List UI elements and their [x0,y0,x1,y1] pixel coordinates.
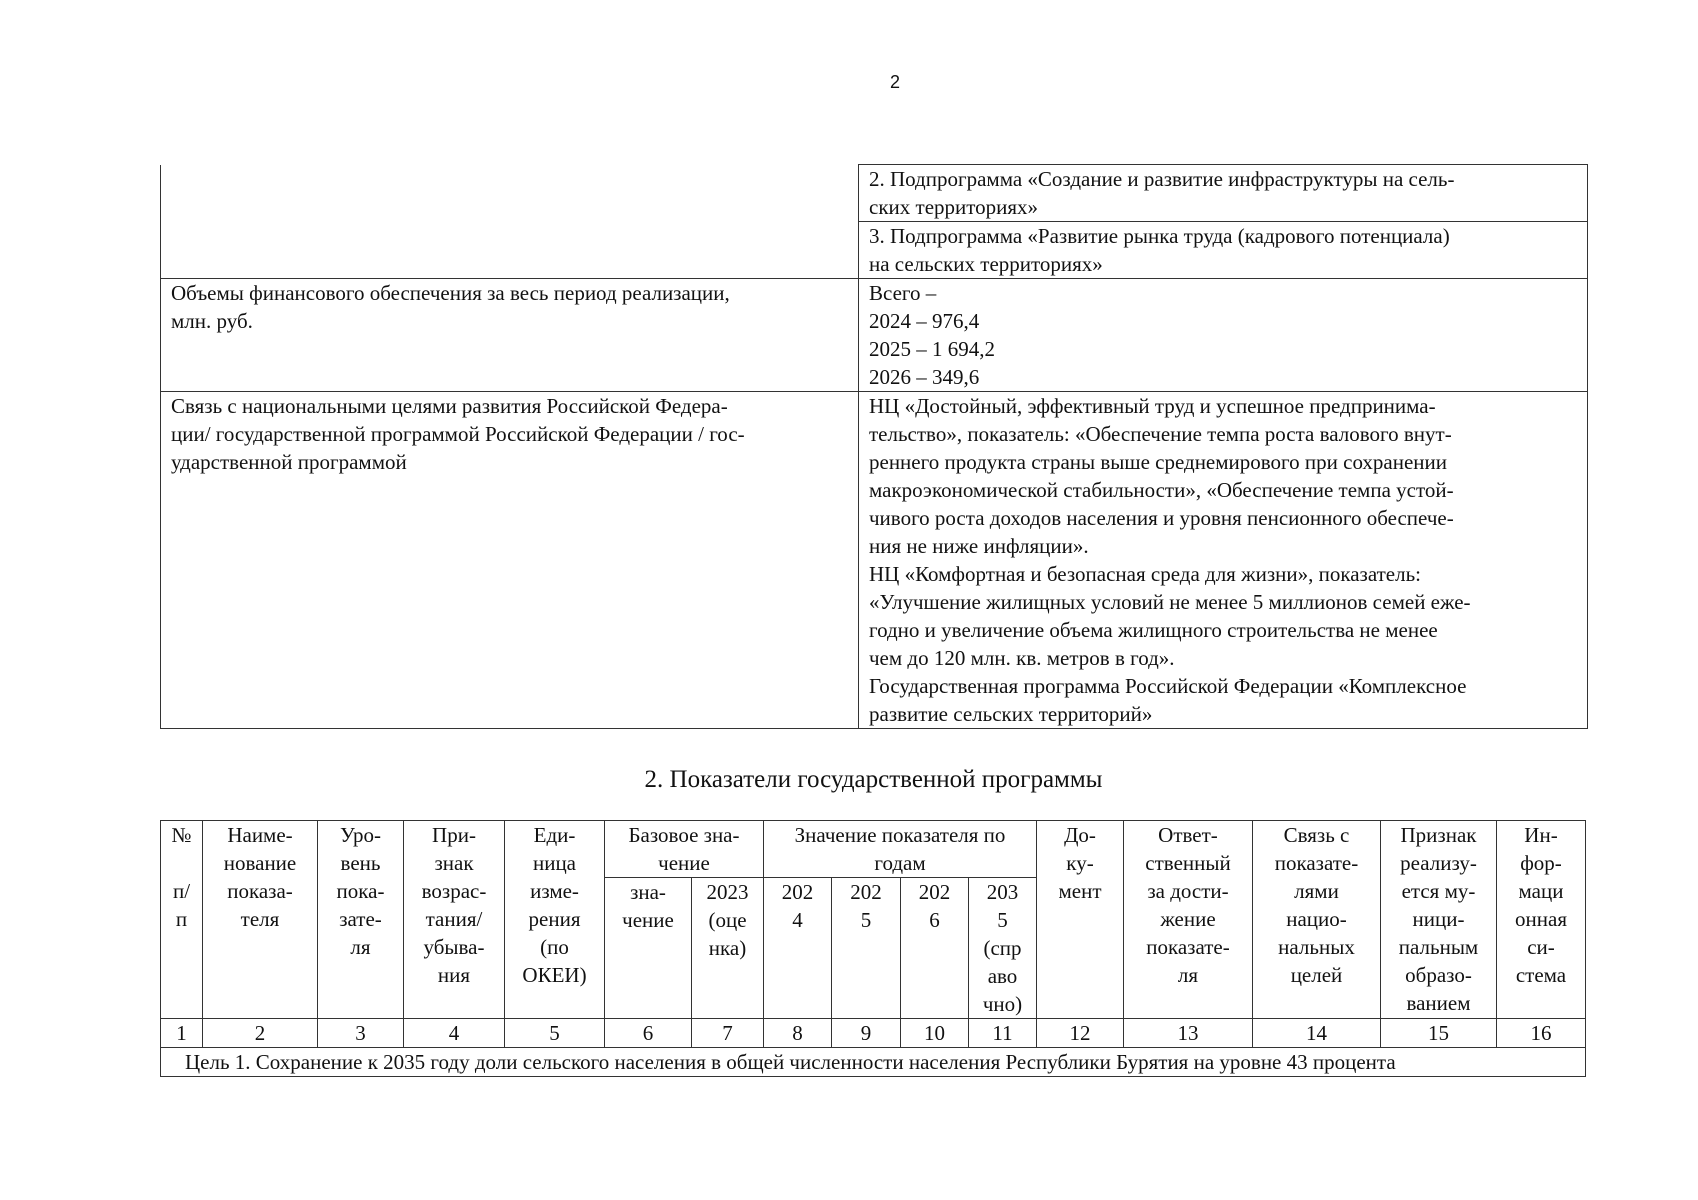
text-line: Базовое зна- [628,823,740,847]
col-header-2035 [969,878,1037,1019]
text-line: Объемы финансового обеспечения за весь период реализации, [171,281,730,305]
text-line: онная [1515,907,1567,931]
text-line: При- [432,823,476,847]
col-header-2025 [832,878,901,1019]
goal-row [161,1048,1586,1077]
text-line: Признак [1400,823,1477,847]
column-number: 16 [1497,1019,1586,1048]
text-line: вень [340,851,381,875]
text-line: нацио- [1286,907,1347,931]
column-number: 2 [203,1019,318,1048]
text-line: 6 [929,908,940,932]
text-line: 2023 [706,880,749,904]
text-line: целей [1290,963,1343,987]
header-row-1 [161,821,1586,878]
passport-empty-cell [161,222,859,279]
text-line: 202 [781,880,814,904]
text-line: (оце [708,908,747,932]
finance-label-cell [161,279,859,392]
column-number: 11 [969,1019,1037,1048]
text-line: Связь с национальными целями развития Российской Федера- [171,394,728,418]
text-line: ния [437,963,471,987]
column-number: 9 [832,1019,901,1048]
text-line: ку- [1066,851,1094,875]
col-header-unit [505,821,605,1019]
program-passport-table [160,164,1588,729]
goal-1-text: Цель 1. Сохранение к 2035 году доли сельского населения в общей численности населения Республики Бурятия на уровне 43 процента [161,1048,1586,1077]
text-line: Наиме- [227,823,293,847]
text-line: Связь с [1283,823,1350,847]
text-line: нальных [1278,935,1355,959]
text-line: ля [1177,963,1199,987]
text-line: 3. Подпрограмма «Развитие рынка труда (кадрового потенциала) [869,224,1450,248]
text-line: аво [987,964,1018,988]
column-number: 5 [505,1019,605,1048]
text-line: Ответ- [1158,823,1218,847]
column-number: 10 [901,1019,969,1048]
text-line: млн. руб. [171,309,253,333]
text-line: показате- [1146,935,1230,959]
text-line: ОКЕИ) [522,963,587,987]
text-line: убыва- [423,935,485,959]
column-number: 6 [605,1019,692,1048]
col-header-responsible [1124,821,1253,1019]
col-header-municipal [1381,821,1497,1019]
text-line: Уро- [339,823,381,847]
text-line: чивого роста доходов населения и уровня пенсионного обеспече- [869,506,1454,530]
col-header-level [318,821,404,1019]
passport-empty-cell [161,165,859,222]
text-line: ется му- [1401,879,1476,903]
text-line: 2024 – 976,4 [869,309,980,333]
text-line: НЦ «Комфортная и безопасная среда для жизни», показатель: [869,562,1422,586]
text-line: за дости- [1147,879,1229,903]
text-line: си- [1527,935,1555,959]
text-line: Значение показателя по [794,823,1006,847]
column-number: 12 [1037,1019,1124,1048]
passport-row-national-goals [161,392,1588,729]
text-line: развитие сельских территорий» [869,702,1153,726]
text-line: ударственной программой [171,450,407,474]
text-line: «Улучшение жилищных условий не менее 5 миллионов семей еже- [869,590,1471,614]
text-line [163,849,200,877]
text-line: Ин- [1524,823,1558,847]
text-line: 202 [918,880,951,904]
col-header-2026 [901,878,969,1019]
text-line: нование [223,851,297,875]
text-line: 2025 – 1 694,2 [869,337,995,361]
text-line: Государственная программа Российской Федерации «Комплексное [869,674,1467,698]
text-line: пальным [1398,935,1479,959]
indicators-table [160,820,1586,1077]
text-line: п [175,907,188,931]
text-line: тания/ [425,907,483,931]
column-number: 8 [764,1019,832,1048]
national-goals-label-cell [161,392,859,729]
subprogram-3-cell [859,222,1588,279]
text-line: чем до 120 млн. кв. метров в год». [869,646,1175,670]
column-number: 13 [1124,1019,1253,1048]
text-line: п/ [172,879,191,903]
national-goals-values-cell [859,392,1588,729]
col-header-base-val [605,878,692,1019]
text-line: рения [528,907,581,931]
col-header-sign [404,821,505,1019]
text-line: ственный [1145,851,1231,875]
column-number: 15 [1381,1019,1497,1048]
text-line: изме- [530,879,579,903]
col-header-2024 [764,878,832,1019]
text-line: тельство», показатель: «Обеспечение темпа роста валового внут- [869,422,1452,446]
text-line: 202 [850,880,882,904]
col-header-name [203,821,318,1019]
text-line: показа- [227,879,293,903]
text-line: зате- [339,907,382,931]
text-line: макроэкономической стабильности», «Обеспечение темпа устой- [869,478,1454,502]
text-line: ванием [1406,991,1471,1015]
col-header-national-goals-link [1253,821,1381,1019]
text-line: возрас- [421,879,487,903]
column-number: 7 [692,1019,764,1048]
text-line: зна- [630,880,666,904]
subprogram-2-cell [859,165,1588,222]
col-header-base-2023 [692,878,764,1019]
text-line: Еди- [533,823,576,847]
text-line: чение [622,908,674,932]
passport-row-subprogram-3 [161,222,1588,279]
text-line: лями [1294,879,1339,903]
passport-row-finance [161,279,1588,392]
text-line: 2026 – 349,6 [869,365,980,389]
col-header-base-value [605,821,764,878]
col-header-no [161,821,203,1019]
text-line: нка) [708,936,747,960]
finance-values-cell [859,279,1588,392]
text-line: реализу- [1400,851,1477,875]
text-line: ния не ниже инфляции». [869,534,1089,558]
text-line: ции/ государственной программой Российской Федерации / гос- [171,422,745,446]
text-line: образо- [1405,963,1472,987]
column-number: 14 [1253,1019,1381,1048]
text-line: НЦ «Достойный, эффективный труд и успешное предпринима- [869,394,1436,418]
column-number-row [161,1019,1586,1048]
text-line: пока- [336,879,385,903]
text-line: годно и увеличение объема жилищного строительства не менее [869,618,1438,642]
text-line: теля [240,907,280,931]
column-number: 3 [318,1019,404,1048]
text-line: фор- [1520,851,1562,875]
page-number: 2 [889,72,900,92]
text-line: знак [434,851,474,875]
text-line: 5 [860,908,872,932]
col-header-yearly-values [764,821,1037,878]
col-header-info-system [1497,821,1586,1019]
text-line: ница [532,851,577,875]
text-line: До- [1064,823,1096,847]
col-header-document [1037,821,1124,1019]
text-line: годам [874,851,926,875]
text-line: ских территориях» [869,195,1039,219]
text-line: реннего продукта страны выше среднемирового при сохранении [869,450,1448,474]
column-number: 1 [161,1019,203,1048]
text-line: (по [540,935,569,959]
text-line: маци [1518,879,1564,903]
text-line: мент [1058,879,1102,903]
section-title: 2. Показатели государственной программы [644,766,1103,793]
text-line: 5 [997,908,1008,932]
text-line: Всего – [869,281,937,305]
column-number: 4 [404,1019,505,1048]
passport-row-subprogram-2 [161,165,1588,222]
text-line: жение [1160,907,1216,931]
text-line: ници- [1412,907,1465,931]
text-line: чение [658,851,710,875]
text-line: чно) [982,992,1023,1016]
text-line: (спр [983,936,1022,960]
text-line: 4 [792,908,803,932]
text-line: на сельских территориях» [869,252,1103,276]
text-line: показате- [1274,851,1359,875]
text-line: стема [1515,963,1567,987]
text-line: ля [350,935,371,959]
text-line: 2. Подпрограмма «Создание и развитие инфраструктуры на сель- [869,167,1455,191]
text-line: 203 [986,880,1019,904]
text-line: № [171,823,192,847]
